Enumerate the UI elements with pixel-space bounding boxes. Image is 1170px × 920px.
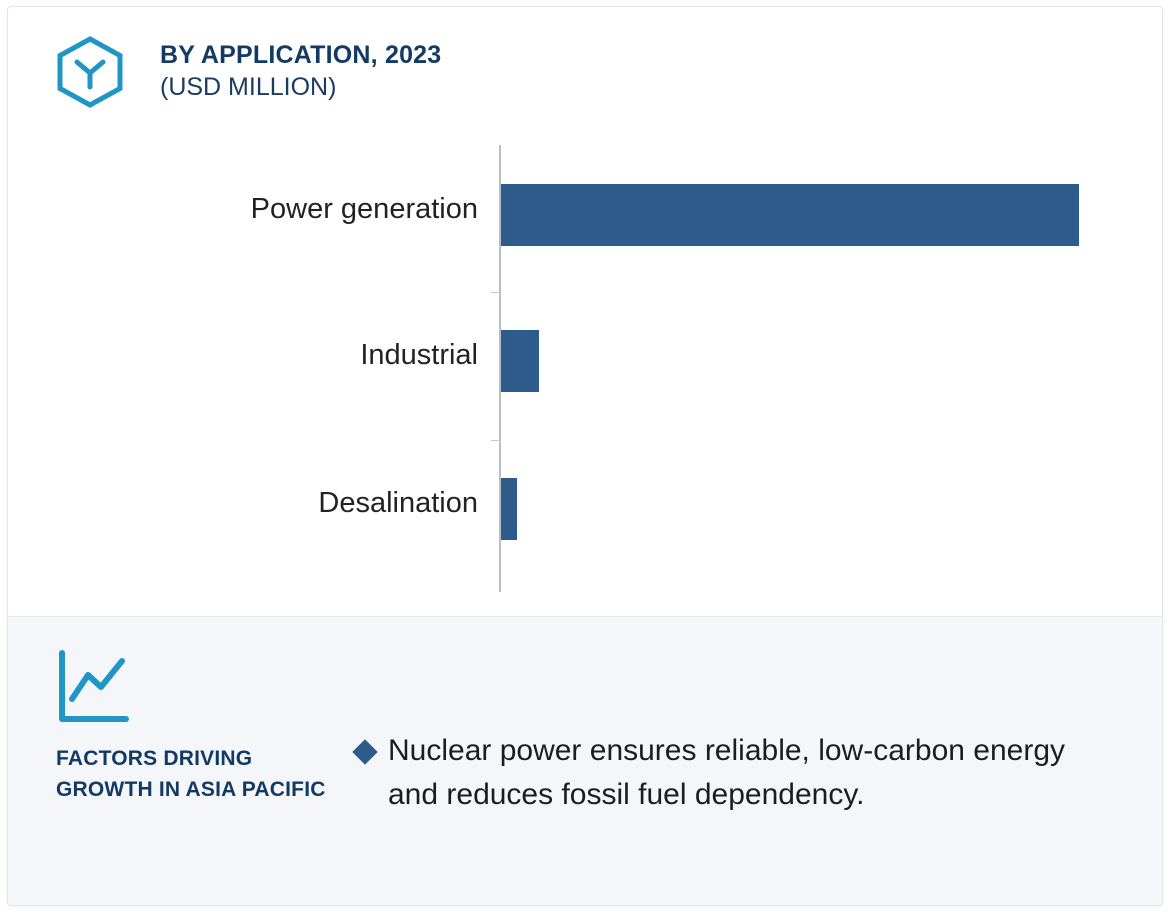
bar-category-label: Desalination [318,487,478,519]
factor-list-item [356,729,1116,817]
bar-desalination [501,478,517,540]
diamond-bullet-icon [352,739,377,764]
axis-tick [491,292,500,293]
bar-chart [8,132,1162,612]
hexagon-y-logo-icon [53,35,127,109]
axis-tick [491,440,500,441]
bar-category-label: Industrial [360,339,478,371]
header-text-block [160,40,441,102]
factor-text: Nuclear power ensures reliable, low-carbon energy and reduces fossil fuel dependency. [388,734,1066,811]
factors-panel [8,616,1162,905]
bar-category-label: Power generation [250,193,478,225]
bar-industrial [501,330,539,392]
line-chart-icon [56,649,130,725]
page-subtitle: (USD MILLION) [160,73,337,101]
factors-title: FACTORS DRIVING GROWTH IN ASIA PACIFIC [56,747,326,801]
infographic-card [7,6,1163,906]
chart-bar-row [8,466,1162,566]
chart-bar-row [8,172,1162,272]
chart-bar-row [8,318,1162,418]
bar-power-generation [501,184,1079,246]
chart-header [8,7,1162,127]
page-title: BY APPLICATION, 2023 [160,41,442,69]
